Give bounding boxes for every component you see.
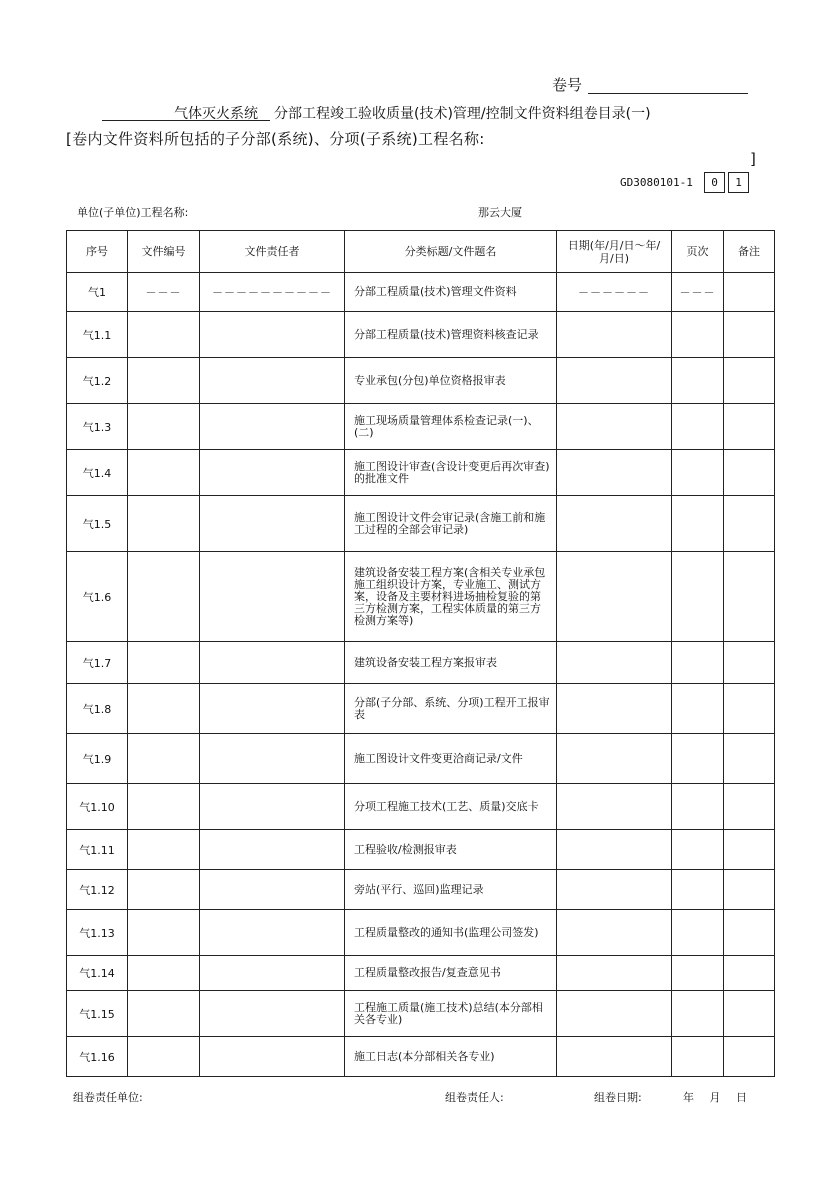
unit-project-value: 那云大厦 [478, 206, 522, 219]
cell-pages[interactable] [672, 870, 724, 910]
table-row [67, 684, 775, 734]
cell-file-no[interactable] [128, 312, 200, 358]
cell-remarks[interactable] [724, 684, 775, 734]
cell-seq: 气1.3 [67, 404, 128, 450]
table-row [67, 784, 775, 830]
cell-pages[interactable] [672, 684, 724, 734]
cell-date[interactable] [557, 496, 672, 552]
cell-pages[interactable] [672, 496, 724, 552]
cell-file-no[interactable] [128, 552, 200, 642]
header-remarks: 备注 [724, 231, 775, 273]
cell-remarks[interactable] [724, 734, 775, 784]
cell-responsible[interactable] [200, 734, 345, 784]
cell-date[interactable] [557, 312, 672, 358]
cell-title: 施工日志(本分部相关各专业) [345, 1037, 557, 1077]
cell-title: 分项工程施工技术(工艺、质量)交底卡 [345, 784, 557, 830]
cell-seq: 气1.4 [67, 450, 128, 496]
cell-title: 工程质量整改报告/复查意见书 [345, 956, 557, 991]
cell-seq: 气1.8 [67, 684, 128, 734]
cell-seq: 气1.13 [67, 910, 128, 956]
cell-date[interactable] [557, 1037, 672, 1077]
cell-file-no[interactable] [128, 870, 200, 910]
cell-remarks[interactable] [724, 358, 775, 404]
cell-file-no[interactable] [128, 784, 200, 830]
cell-title: 施工图设计审查(含设计变更后再次审查)的批准文件 [345, 450, 557, 496]
scope-label: [卷内文件资料所包括的子分部(系统)、分项(子系统)工程名称: [66, 130, 485, 148]
catalog-table [66, 230, 775, 1077]
cell-remarks[interactable] [724, 496, 775, 552]
cell-file-no[interactable] [128, 358, 200, 404]
header-responsible: 文件责任者 [200, 231, 345, 273]
cell-date[interactable] [557, 642, 672, 684]
footer-ymd: 年 月 日 [683, 1091, 747, 1104]
cell-pages[interactable] [672, 450, 724, 496]
cell-responsible[interactable] [200, 956, 345, 991]
cell-responsible[interactable] [200, 312, 345, 358]
cell-pages[interactable] [672, 1037, 724, 1077]
table-row [67, 404, 775, 450]
cell-seq: 气1.15 [67, 991, 128, 1037]
cell-responsible[interactable] [200, 991, 345, 1037]
cell-title: 工程验收/检测报审表 [345, 830, 557, 870]
cell-file-no[interactable]: －－－ [128, 273, 200, 312]
cell-date[interactable]: －－－－－－ [557, 273, 672, 312]
cell-title: 建筑设备安装工程方案报审表 [345, 642, 557, 684]
cell-remarks[interactable] [724, 784, 775, 830]
cell-pages[interactable]: －－－ [672, 273, 724, 312]
cell-title: 专业承包(分包)单位资格报审表 [345, 358, 557, 404]
cell-seq: 气1.7 [67, 642, 128, 684]
cell-pages[interactable] [672, 991, 724, 1037]
cell-pages[interactable] [672, 404, 724, 450]
code-box-1: 0 [704, 172, 725, 193]
unit-project-label: 单位(子单位)工程名称: [77, 206, 189, 219]
cell-responsible[interactable] [200, 358, 345, 404]
header-seq: 序号 [67, 231, 128, 273]
cell-seq: 气1.12 [67, 870, 128, 910]
cell-file-no[interactable] [128, 404, 200, 450]
document-code: GD3080101-1 [620, 176, 693, 189]
cell-seq: 气1.16 [67, 1037, 128, 1077]
cell-seq: 气1.2 [67, 358, 128, 404]
cell-date[interactable] [557, 734, 672, 784]
cell-pages[interactable] [672, 358, 724, 404]
cell-pages[interactable] [672, 312, 724, 358]
header-file-no: 文件编号 [128, 231, 200, 273]
cell-pages[interactable] [672, 784, 724, 830]
cell-remarks[interactable] [724, 312, 775, 358]
cell-pages[interactable] [672, 830, 724, 870]
cell-remarks[interactable] [724, 404, 775, 450]
cell-date[interactable] [557, 870, 672, 910]
code-box-2: 1 [728, 172, 749, 193]
cell-responsible[interactable] [200, 684, 345, 734]
table-row [67, 956, 775, 991]
cell-pages[interactable] [672, 642, 724, 684]
cell-remarks[interactable] [724, 830, 775, 870]
cell-responsible[interactable] [200, 496, 345, 552]
cell-remarks[interactable] [724, 1037, 775, 1077]
cell-remarks[interactable] [724, 273, 775, 312]
cell-file-no[interactable] [128, 684, 200, 734]
cell-responsible[interactable] [200, 1037, 345, 1077]
header-title: 分类标题/文件题名 [345, 231, 557, 273]
cell-responsible[interactable] [200, 910, 345, 956]
cell-file-no[interactable] [128, 734, 200, 784]
cell-seq: 气1.14 [67, 956, 128, 991]
cell-date[interactable] [557, 910, 672, 956]
cell-title: 分部(子分部、系统、分项)工程开工报审表 [345, 684, 557, 734]
table-row [67, 870, 775, 910]
cell-seq: 气1 [67, 273, 128, 312]
cell-file-no[interactable] [128, 450, 200, 496]
cell-file-no[interactable] [128, 496, 200, 552]
cell-title: 施工图设计文件变更洽商记录/文件 [345, 734, 557, 784]
cell-title: 施工现场质量管理体系检查记录(一)、(二) [345, 404, 557, 450]
cell-responsible[interactable] [200, 830, 345, 870]
cell-seq: 气1.11 [67, 830, 128, 870]
cell-pages[interactable] [672, 956, 724, 991]
cell-file-no[interactable] [128, 910, 200, 956]
cell-title: 分部工程质量(技术)管理文件资料 [345, 273, 557, 312]
table-row [67, 734, 775, 784]
table-row [67, 910, 775, 956]
cell-seq: 气1.9 [67, 734, 128, 784]
cell-date[interactable] [557, 450, 672, 496]
table-row [67, 312, 775, 358]
cell-remarks[interactable] [724, 552, 775, 642]
cell-responsible[interactable]: －－－－－－－－－－ [200, 273, 345, 312]
cell-seq: 气1.1 [67, 312, 128, 358]
cell-remarks[interactable] [724, 642, 775, 684]
cell-title: 工程质量整改的通知书(监理公司签发) [345, 910, 557, 956]
cell-remarks[interactable] [724, 956, 775, 991]
cell-remarks[interactable] [724, 450, 775, 496]
table-row [67, 642, 775, 684]
footer-person-label: 组卷责任人: [445, 1091, 504, 1104]
table-row-section [67, 273, 775, 312]
table-row [67, 830, 775, 870]
table-row [67, 991, 775, 1037]
cell-title: 建筑设备安装工程方案(含相关专业承包施工组织设计方案，专业施工、测试方案，设备及主要材料进场抽检复验的第三方检测方案，工程实体质量的第三方检测方案等) [345, 552, 557, 642]
cell-file-no[interactable] [128, 642, 200, 684]
cell-date[interactable] [557, 358, 672, 404]
cell-file-no[interactable] [128, 991, 200, 1037]
table-row [67, 552, 775, 642]
cell-title: 分部工程质量(技术)管理资料核查记录 [345, 312, 557, 358]
cell-date[interactable] [557, 552, 672, 642]
footer-date-label: 组卷日期: [594, 1091, 642, 1104]
table-row [67, 450, 775, 496]
cell-file-no[interactable] [128, 956, 200, 991]
cell-date[interactable] [557, 684, 672, 734]
volume-number-blank[interactable] [588, 93, 748, 94]
cell-responsible[interactable] [200, 870, 345, 910]
cell-date[interactable] [557, 956, 672, 991]
footer-unit-label: 组卷责任单位: [73, 1091, 143, 1104]
cell-responsible[interactable] [200, 450, 345, 496]
table-row [67, 358, 775, 404]
cell-date[interactable] [557, 991, 672, 1037]
title-system-name: 气体灭火系统 [174, 106, 258, 122]
cell-responsible[interactable] [200, 784, 345, 830]
cell-responsible[interactable] [200, 552, 345, 642]
cell-date[interactable] [557, 784, 672, 830]
cell-pages[interactable] [672, 552, 724, 642]
table-header-row [67, 231, 775, 273]
cell-seq: 气1.10 [67, 784, 128, 830]
table-row [67, 496, 775, 552]
cell-title: 旁站(平行、巡回)监理记录 [345, 870, 557, 910]
volume-number-label: 卷号 [552, 76, 583, 94]
cell-pages[interactable] [672, 910, 724, 956]
page-title: 分部工程竣工验收质量(技术)管理/控制文件资料组卷目录(一) [274, 106, 651, 122]
cell-remarks[interactable] [724, 991, 775, 1037]
cell-remarks[interactable] [724, 910, 775, 956]
cell-file-no[interactable] [128, 830, 200, 870]
cell-responsible[interactable] [200, 404, 345, 450]
cell-seq: 气1.6 [67, 552, 128, 642]
table-row [67, 1037, 775, 1077]
cell-title: 工程施工质量(施工技术)总结(本分部相关各专业) [345, 991, 557, 1037]
cell-responsible[interactable] [200, 642, 345, 684]
cell-title: 施工图设计文件会审记录(含施工前和施工过程的全部会审记录) [345, 496, 557, 552]
cell-date[interactable] [557, 404, 672, 450]
cell-date[interactable] [557, 830, 672, 870]
cell-seq: 气1.5 [67, 496, 128, 552]
cell-file-no[interactable] [128, 1037, 200, 1077]
cell-remarks[interactable] [724, 870, 775, 910]
scope-closing-bracket: ] [750, 150, 756, 168]
header-pages: 页次 [672, 231, 724, 273]
header-date: 日期(年/月/日～年/月/日) [557, 231, 672, 273]
cell-pages[interactable] [672, 734, 724, 784]
